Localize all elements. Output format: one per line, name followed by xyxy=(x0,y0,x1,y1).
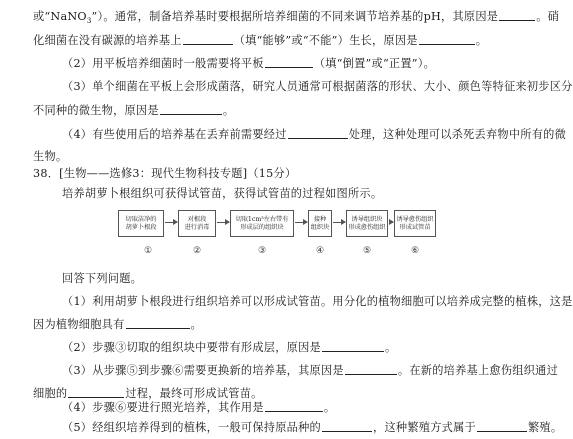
answer-blank[interactable] xyxy=(288,127,348,139)
text-line-3: （2）用平板培养细菌时一般需要将平板 （填“倒置”或“正置”）。 xyxy=(62,57,436,70)
answer-blank[interactable] xyxy=(345,363,397,375)
answer-blank[interactable] xyxy=(265,56,313,68)
answer-blank[interactable] xyxy=(322,420,372,432)
text-line-6: （4）有些使用后的培养基在丢弃前需要经过 处理，这种处理可以杀死丢弃物中所有的微 xyxy=(62,128,567,141)
text-line-9: 培养胡萝卜根组织可获得试管苗，获得试管苗的过程如图所示。 xyxy=(62,187,383,200)
answer-blank[interactable] xyxy=(68,386,124,398)
text-line-10: 回答下列问题。 xyxy=(62,272,143,285)
flow-arrow xyxy=(295,222,307,223)
text-line-7: 生物。 xyxy=(33,150,68,163)
answer-blank[interactable] xyxy=(183,33,233,45)
step-number: ① xyxy=(143,246,153,256)
flow-step-2: 对根段 进行消毒 xyxy=(178,210,216,237)
answer-blank[interactable] xyxy=(419,33,475,45)
text-line-16: （4）步骤⑥要进行照光培养，其作用是 。 xyxy=(62,401,336,414)
step-number: ⑥ xyxy=(410,246,420,256)
text-line-14: （3）从步骤⑤到步骤⑥需要更换新的培养基，其原因是 。在新的培养基上愈伤组织通过 xyxy=(62,364,559,377)
text-line-11: （1）利用胡萝卜根段进行组织培养可以形成试管苗。用分化的植物细胞可以培养成完整的植株，这是 xyxy=(62,295,573,308)
step-number: ④ xyxy=(315,246,325,256)
text-line-13: （2）步骤③切取的组织块中要带有形成层，原因是 。 xyxy=(62,341,397,354)
flow-step-3: 切取1cm³左右带有 形成层的组织块 xyxy=(230,210,294,237)
text-line-1: 或“NaNO$_3$”）。通常，制备培养基时要根据所培养细菌的不同来调节培养基的pH，其原因是 。硝 xyxy=(33,10,560,26)
flow-arrow xyxy=(165,222,177,223)
flow-step-6: 诱导愈伤组织 形成试管苗 xyxy=(394,210,436,237)
flow-step-1: 切取洁净的 胡萝卜根段 xyxy=(118,210,164,237)
text-line-4: （3）单个细菌在平板上会形成菌落，研究人员通常可根据菌落的形状、大小、颜色等特征来初步区分 xyxy=(62,80,573,93)
text-line-15: 细胞的 过程，最终可形成试管苗。 xyxy=(33,387,263,400)
flow-arrow xyxy=(389,222,393,223)
flow-step-5: 诱导组织块 形成愈伤组织 xyxy=(346,210,388,237)
text-line-5: 不同种的微生物，原因是 。 xyxy=(33,104,235,117)
answer-blank[interactable] xyxy=(126,317,190,329)
tissue-culture-flowchart xyxy=(118,210,436,260)
answer-blank[interactable] xyxy=(322,340,384,352)
question-38-heading: 38．[生物——选修3：现代生物科技专题]（15分） xyxy=(33,167,297,180)
answer-blank[interactable] xyxy=(160,103,222,115)
flow-arrow xyxy=(333,222,345,223)
text-line-17: （5）经组织培养得到的植株，一般可保持原品种的 ，这种繁殖方式属于 繁殖。 xyxy=(62,421,563,434)
flow-step-4: 接种 组织块 xyxy=(308,210,332,237)
text-line-12: 因为植物细胞具有 。 xyxy=(33,318,202,331)
flow-arrow xyxy=(217,222,229,223)
step-number: ③ xyxy=(257,246,267,256)
step-number: ⑤ xyxy=(362,246,372,256)
step-number: ② xyxy=(192,246,202,256)
answer-blank[interactable] xyxy=(499,9,535,21)
answer-blank[interactable] xyxy=(477,420,527,432)
answer-blank[interactable] xyxy=(265,400,323,412)
text-line-2: 化细菌在没有碳源的培养基上 （填“能够”或“不能”）生长，原因是 。 xyxy=(33,34,488,47)
